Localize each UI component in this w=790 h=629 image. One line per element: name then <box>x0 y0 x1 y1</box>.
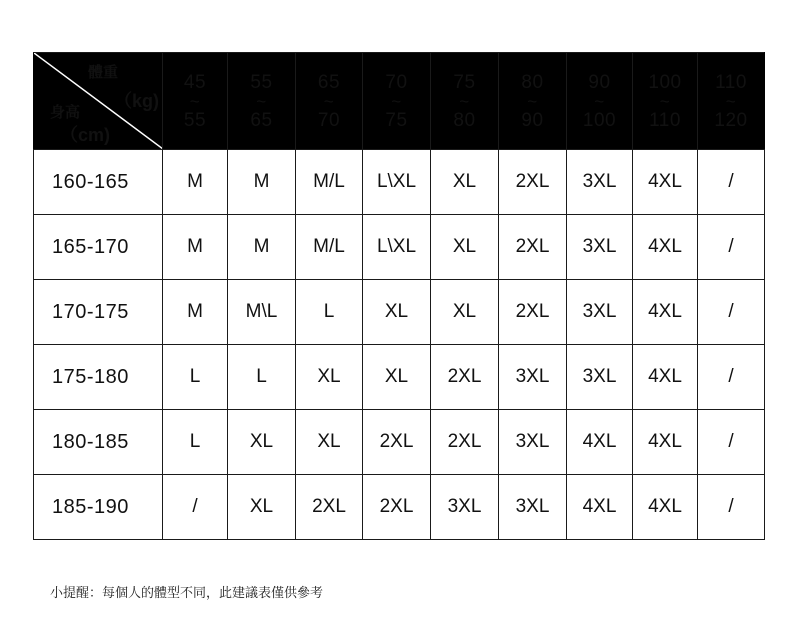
size-cell: 3XL <box>567 345 633 410</box>
weight-range-sep: ~ <box>391 91 402 111</box>
size-cell: / <box>698 215 765 280</box>
size-cell: L\XL <box>363 215 431 280</box>
size-cell: M <box>163 215 228 280</box>
size-cell: M <box>228 215 296 280</box>
weight-range-high: 120 <box>714 109 748 131</box>
size-cell: XL <box>228 475 296 540</box>
size-cell: / <box>698 410 765 475</box>
weight-range-high: 80 <box>453 109 476 131</box>
weight-range-sep: ~ <box>189 91 201 111</box>
weight-range-sep: ~ <box>594 91 605 111</box>
weight-range-sep: ~ <box>323 91 335 111</box>
table-body <box>34 150 765 540</box>
height-range-cell: 160-165 <box>34 150 163 215</box>
weight-range-sep: ~ <box>256 91 267 111</box>
size-cell: 4XL <box>633 215 698 280</box>
size-cell: L <box>163 345 228 410</box>
size-cell: 2XL <box>296 475 363 540</box>
size-cell: L\XL <box>363 150 431 215</box>
size-cell: XL <box>431 215 499 280</box>
size-cell: 3XL <box>499 475 567 540</box>
weight-column-header <box>163 53 228 150</box>
weight-range-high: 90 <box>521 109 544 131</box>
corner-header <box>34 53 163 150</box>
size-cell: M/L <box>296 150 363 215</box>
weight-range-high: 100 <box>582 109 617 131</box>
size-cell: 3XL <box>499 410 567 475</box>
weight-range-low: 55 <box>250 71 273 93</box>
size-cell: 4XL <box>633 150 698 215</box>
weight-column-header <box>698 53 765 150</box>
size-cell: / <box>698 150 765 215</box>
height-unit: （cm) <box>60 125 111 145</box>
size-cell: 3XL <box>431 475 499 540</box>
table-row <box>34 215 765 280</box>
size-cell: 2XL <box>363 475 431 540</box>
weight-range-high: 65 <box>250 109 273 131</box>
weight-unit: （kg) <box>114 91 159 111</box>
table-row <box>34 280 765 345</box>
table-row <box>34 475 765 540</box>
weight-range-low: 90 <box>588 71 611 93</box>
size-cell: 3XL <box>567 280 633 345</box>
table-row <box>34 150 765 215</box>
height-range-cell: 165-170 <box>34 215 163 280</box>
size-cell: 3XL <box>567 150 633 215</box>
height-label: 身高 <box>50 104 81 121</box>
weight-range-high: 75 <box>385 109 408 131</box>
weight-column-header <box>633 53 698 150</box>
size-cell: M <box>163 280 228 345</box>
weight-column-header <box>499 53 567 150</box>
size-cell: 3XL <box>567 215 633 280</box>
weight-range-sep: ~ <box>659 91 671 111</box>
weight-column-header <box>228 53 296 150</box>
size-cell: 2XL <box>499 280 567 345</box>
size-cell: / <box>698 345 765 410</box>
size-table <box>33 52 765 540</box>
weight-range-sep: ~ <box>459 91 470 111</box>
tip-note: 小提醒：每個人的體型不同，此建議表僅供參考 <box>50 585 324 600</box>
weight-range-sep: ~ <box>527 91 538 111</box>
size-cell: XL <box>431 150 499 215</box>
size-cell: XL <box>431 280 499 345</box>
size-cell: 4XL <box>633 345 698 410</box>
weight-range-low: 65 <box>317 71 341 93</box>
height-range-cell: 175-180 <box>34 345 163 410</box>
weight-column-header <box>431 53 499 150</box>
size-cell: / <box>698 475 765 540</box>
weight-range-low: 80 <box>521 71 544 93</box>
weight-range-high: 70 <box>317 109 341 131</box>
size-cell: 4XL <box>567 410 633 475</box>
size-cell: 4XL <box>633 280 698 345</box>
height-range-cell: 170-175 <box>34 280 163 345</box>
table-row <box>34 345 765 410</box>
size-cell: / <box>163 475 228 540</box>
size-cell: / <box>698 280 765 345</box>
size-cell: 2XL <box>499 150 567 215</box>
size-cell: 2XL <box>363 410 431 475</box>
size-cell: 4XL <box>633 410 698 475</box>
weight-column-header <box>567 53 633 150</box>
size-cell: M\L <box>228 280 296 345</box>
size-cell: XL <box>363 345 431 410</box>
header-row <box>34 53 765 150</box>
table-row <box>34 410 765 475</box>
size-cell: 4XL <box>633 475 698 540</box>
size-cell: 4XL <box>567 475 633 540</box>
weight-range-low: 70 <box>385 71 408 93</box>
weight-range-low: 110 <box>715 71 747 93</box>
size-cell: 2XL <box>431 345 499 410</box>
size-cell: M/L <box>296 215 363 280</box>
weight-column-header <box>296 53 363 150</box>
size-cell: M <box>163 150 228 215</box>
size-cell: 3XL <box>499 345 567 410</box>
height-range-cell: 185-190 <box>34 475 163 540</box>
size-cell: L <box>163 410 228 475</box>
weight-label: 體重 <box>88 64 119 81</box>
weight-column-header <box>363 53 431 150</box>
weight-range-high: 110 <box>649 109 681 131</box>
size-cell: XL <box>228 410 296 475</box>
weight-range-high: 55 <box>183 109 207 131</box>
size-cell: XL <box>296 345 363 410</box>
size-cell: XL <box>363 280 431 345</box>
weight-range-low: 45 <box>183 71 207 93</box>
size-cell: XL <box>296 410 363 475</box>
height-range-cell: 180-185 <box>34 410 163 475</box>
weight-range-sep: ~ <box>725 91 737 111</box>
size-cell: 2XL <box>431 410 499 475</box>
size-cell: L <box>296 280 363 345</box>
size-cell: 2XL <box>499 215 567 280</box>
weight-range-low: 100 <box>648 71 682 93</box>
size-cell: L <box>228 345 296 410</box>
size-cell: M <box>228 150 296 215</box>
weight-range-low: 75 <box>453 71 476 93</box>
